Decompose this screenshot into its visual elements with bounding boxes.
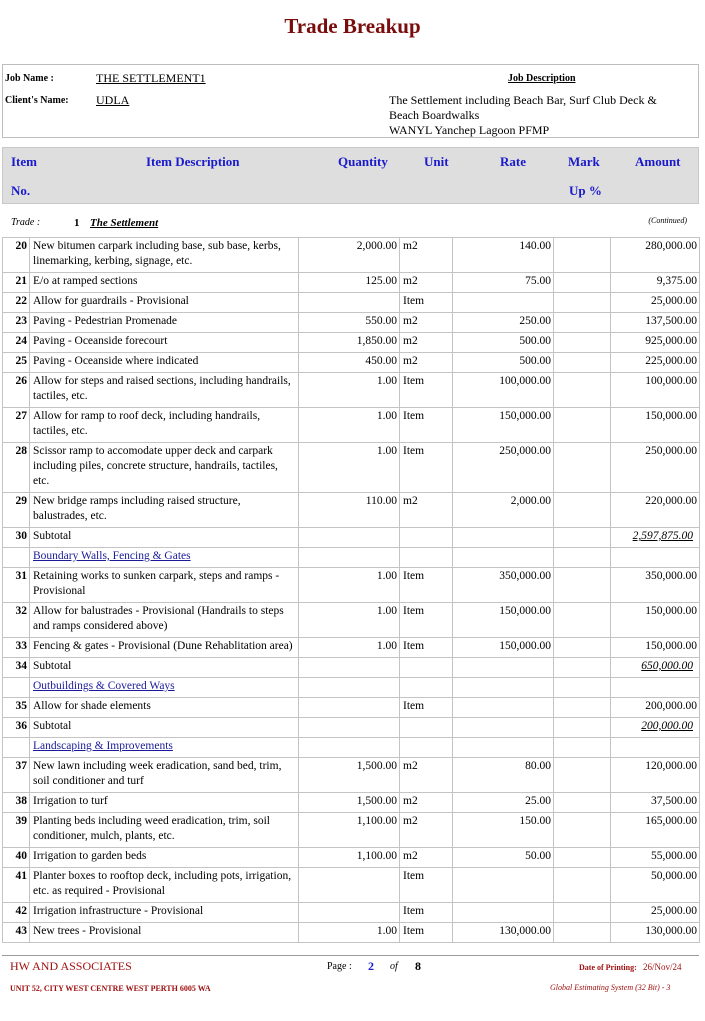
job-name-label: Job Name : — [5, 73, 54, 84]
item-rate: 500.00 — [453, 333, 554, 353]
item-amount: 220,000.00 — [611, 493, 700, 528]
item-amount: 150,000.00 — [611, 408, 700, 443]
item-quantity — [299, 658, 400, 678]
item-description: New trees - Provisional — [30, 923, 299, 943]
item-markup — [554, 813, 611, 848]
job-name-value: THE SETTLEMENT1 — [96, 71, 206, 85]
item-rate: 150,000.00 — [453, 603, 554, 638]
item-amount: 280,000.00 — [611, 238, 700, 273]
item-markup — [554, 678, 611, 698]
item-unit — [400, 528, 453, 548]
item-markup — [554, 493, 611, 528]
item-rate: 350,000.00 — [453, 568, 554, 603]
client-name-label: Client's Name: — [5, 95, 69, 106]
item-markup — [554, 313, 611, 333]
footer-page-number: 2 — [368, 959, 374, 973]
header-rate: Rate — [500, 154, 526, 169]
item-quantity: 125.00 — [299, 273, 400, 293]
header-quantity: Quantity — [338, 154, 388, 169]
table-row — [3, 603, 700, 638]
item-number: 28 — [3, 443, 30, 493]
page-title: Trade Breakup — [284, 14, 421, 38]
section-row — [3, 738, 700, 758]
item-amount: 150,000.00 — [611, 638, 700, 658]
item-quantity: 1.00 — [299, 568, 400, 603]
item-number: 41 — [3, 868, 30, 903]
item-markup — [554, 333, 611, 353]
header-up-percent: Up % — [569, 183, 602, 198]
item-unit: m2 — [400, 238, 453, 273]
item-amount: 25,000.00 — [611, 293, 700, 313]
item-unit: Item — [400, 408, 453, 443]
item-unit — [400, 548, 453, 568]
item-description: Paving - Pedestrian Promenade — [30, 313, 299, 333]
item-unit — [400, 678, 453, 698]
item-unit: m2 — [400, 758, 453, 793]
item-number: 43 — [3, 923, 30, 943]
item-amount: 350,000.00 — [611, 568, 700, 603]
item-rate — [453, 658, 554, 678]
trade-label: Trade : — [11, 217, 41, 228]
item-rate — [453, 528, 554, 548]
item-markup — [554, 443, 611, 493]
item-number: 34 — [3, 658, 30, 678]
item-number: 25 — [3, 353, 30, 373]
item-markup — [554, 273, 611, 293]
item-unit: m2 — [400, 493, 453, 528]
item-unit: Item — [400, 868, 453, 903]
item-rate: 250,000.00 — [453, 443, 554, 493]
item-number: 31 — [3, 568, 30, 603]
item-amount: 200,000.00 — [611, 718, 700, 738]
table-row — [3, 408, 700, 443]
item-quantity — [299, 903, 400, 923]
item-description: Boundary Walls, Fencing & Gates — [30, 548, 299, 568]
table-row — [3, 758, 700, 793]
item-amount — [611, 738, 700, 758]
item-description: Subtotal — [30, 658, 299, 678]
item-unit: Item — [400, 698, 453, 718]
item-quantity: 1.00 — [299, 603, 400, 638]
item-amount: 37,500.00 — [611, 793, 700, 813]
table-row — [3, 793, 700, 813]
subtotal-row — [3, 718, 700, 738]
item-rate: 130,000.00 — [453, 923, 554, 943]
item-rate: 2,000.00 — [453, 493, 554, 528]
item-number: 24 — [3, 333, 30, 353]
job-info-box — [2, 64, 699, 138]
item-markup — [554, 568, 611, 603]
footer-of: of — [390, 961, 398, 972]
table-row — [3, 868, 700, 903]
section-row — [3, 548, 700, 568]
item-description: Irrigation to turf — [30, 793, 299, 813]
item-markup — [554, 658, 611, 678]
footer-system: Global Estimating System (32 Bit) - 3 — [550, 983, 671, 992]
table-row — [3, 373, 700, 408]
item-quantity — [299, 678, 400, 698]
item-unit: Item — [400, 638, 453, 658]
item-markup — [554, 528, 611, 548]
item-quantity: 1,850.00 — [299, 333, 400, 353]
item-number: 26 — [3, 373, 30, 408]
item-quantity: 1.00 — [299, 443, 400, 493]
item-description: New bitumen carpark including base, sub base, kerbs, linemarking, kerbing, signage, etc. — [30, 238, 299, 273]
item-markup — [554, 408, 611, 443]
item-markup — [554, 238, 611, 273]
header-no: No. — [11, 183, 31, 198]
item-quantity: 550.00 — [299, 313, 400, 333]
subtotal-row — [3, 658, 700, 678]
section-row — [3, 678, 700, 698]
item-description: Planter boxes to rooftop deck, including pots, irrigation, etc. as required - Provisional — [30, 868, 299, 903]
item-quantity — [299, 548, 400, 568]
item-unit: m2 — [400, 793, 453, 813]
header-mark: Mark — [568, 154, 600, 169]
item-description: Landscaping & Improvements — [30, 738, 299, 758]
item-markup — [554, 903, 611, 923]
item-unit: Item — [400, 923, 453, 943]
item-description: Scissor ramp to accomodate upper deck and carpark including piles, concrete structure, handrails, tactiles, etc. — [30, 443, 299, 493]
item-rate — [453, 738, 554, 758]
item-number: 21 — [3, 273, 30, 293]
item-description: Fencing & gates - Provisional (Dune Rehablitation area) — [30, 638, 299, 658]
item-markup — [554, 848, 611, 868]
item-markup — [554, 923, 611, 943]
job-description-line-3: WANYL Yanchep Lagoon PFMP — [389, 123, 550, 137]
item-amount: 925,000.00 — [611, 333, 700, 353]
item-unit: Item — [400, 568, 453, 603]
item-quantity — [299, 718, 400, 738]
item-amount: 137,500.00 — [611, 313, 700, 333]
table-row — [3, 443, 700, 493]
item-unit: m2 — [400, 313, 453, 333]
item-markup — [554, 738, 611, 758]
table-row — [3, 638, 700, 658]
item-amount: 100,000.00 — [611, 373, 700, 408]
job-description-line-1: The Settlement including Beach Bar, Surf Club Deck & — [389, 93, 657, 107]
item-quantity — [299, 738, 400, 758]
item-unit: m2 — [400, 333, 453, 353]
item-description: Allow for ramp to roof deck, including handrails, tactiles, etc. — [30, 408, 299, 443]
table-row — [3, 848, 700, 868]
table-row — [3, 923, 700, 943]
table-row — [3, 313, 700, 333]
item-description: Irrigation to garden beds — [30, 848, 299, 868]
footer-divider — [2, 955, 699, 956]
item-quantity: 450.00 — [299, 353, 400, 373]
item-amount — [611, 678, 700, 698]
table-row — [3, 333, 700, 353]
trade-number: 1 — [74, 217, 80, 229]
item-quantity: 1.00 — [299, 638, 400, 658]
item-rate — [453, 903, 554, 923]
item-unit — [400, 658, 453, 678]
item-description: E/o at ramped sections — [30, 273, 299, 293]
item-number: 37 — [3, 758, 30, 793]
item-number: 35 — [3, 698, 30, 718]
header-item: Item — [11, 154, 37, 169]
item-number: 29 — [3, 493, 30, 528]
item-amount: 55,000.00 — [611, 848, 700, 868]
table-row — [3, 293, 700, 313]
table-row — [3, 273, 700, 293]
item-markup — [554, 868, 611, 903]
item-rate: 140.00 — [453, 238, 554, 273]
table-row — [3, 903, 700, 923]
item-rate: 50.00 — [453, 848, 554, 868]
item-amount: 165,000.00 — [611, 813, 700, 848]
item-markup — [554, 793, 611, 813]
item-unit: m2 — [400, 813, 453, 848]
item-unit: Item — [400, 603, 453, 638]
item-description: Subtotal — [30, 718, 299, 738]
item-quantity: 110.00 — [299, 493, 400, 528]
item-rate — [453, 698, 554, 718]
item-description: Planting beds including weed eradication, trim, soil conditioner, mulch, plants, etc. — [30, 813, 299, 848]
item-amount: 2,597,875.00 — [611, 528, 700, 548]
item-quantity: 1.00 — [299, 408, 400, 443]
item-rate: 100,000.00 — [453, 373, 554, 408]
item-description: Outbuildings & Covered Ways — [30, 678, 299, 698]
item-unit: m2 — [400, 273, 453, 293]
item-quantity — [299, 698, 400, 718]
header-unit: Unit — [424, 154, 449, 169]
item-quantity: 1,500.00 — [299, 758, 400, 793]
trade-continued: (Continued) — [648, 216, 687, 225]
item-number: 32 — [3, 603, 30, 638]
item-quantity: 1,500.00 — [299, 793, 400, 813]
footer-total-pages: 8 — [415, 959, 421, 973]
item-unit: m2 — [400, 353, 453, 373]
item-unit — [400, 738, 453, 758]
item-markup — [554, 548, 611, 568]
item-rate — [453, 678, 554, 698]
item-number: 33 — [3, 638, 30, 658]
table-row — [3, 698, 700, 718]
item-description: Allow for balustrades - Provisional (Handrails to steps and ramps considered above) — [30, 603, 299, 638]
item-rate: 75.00 — [453, 273, 554, 293]
table-row — [3, 568, 700, 603]
item-number — [3, 678, 30, 698]
header-item-description: Item Description — [146, 154, 240, 169]
table-row — [3, 238, 700, 273]
item-unit: Item — [400, 443, 453, 493]
item-unit: Item — [400, 903, 453, 923]
item-amount: 130,000.00 — [611, 923, 700, 943]
item-description: Retaining works to sunken carpark, steps and ramps - Provisional — [30, 568, 299, 603]
item-description: Paving - Oceanside where indicated — [30, 353, 299, 373]
item-amount — [611, 548, 700, 568]
item-number: 39 — [3, 813, 30, 848]
item-quantity: 1.00 — [299, 373, 400, 408]
footer-date: 26/Nov/24 — [643, 962, 682, 972]
item-quantity: 1,100.00 — [299, 813, 400, 848]
item-rate: 25.00 — [453, 793, 554, 813]
footer-page-label: Page : — [327, 961, 352, 972]
item-rate: 500.00 — [453, 353, 554, 373]
item-unit: m2 — [400, 848, 453, 868]
item-amount: 150,000.00 — [611, 603, 700, 638]
table-row — [3, 813, 700, 848]
header-amount: Amount — [635, 154, 681, 169]
item-unit: Item — [400, 373, 453, 408]
item-rate — [453, 548, 554, 568]
trade-heading — [2, 215, 699, 237]
item-rate: 150.00 — [453, 813, 554, 848]
item-unit — [400, 718, 453, 738]
item-amount: 50,000.00 — [611, 868, 700, 903]
trade-name: The Settlement — [90, 217, 159, 229]
item-number — [3, 548, 30, 568]
table-header — [2, 147, 699, 204]
item-rate: 250.00 — [453, 313, 554, 333]
item-description: New bridge ramps including raised structure, balustrades, etc. — [30, 493, 299, 528]
footer-date-label: Date of Printing: — [579, 963, 637, 972]
item-markup — [554, 373, 611, 408]
item-quantity: 1.00 — [299, 923, 400, 943]
item-number: 38 — [3, 793, 30, 813]
footer-company: HW AND ASSOCIATES — [10, 959, 132, 973]
item-markup — [554, 353, 611, 373]
subtotal-row — [3, 528, 700, 548]
job-description-line-2: Beach Boardwalks — [389, 108, 480, 122]
item-description: Subtotal — [30, 528, 299, 548]
item-markup — [554, 638, 611, 658]
item-amount: 650,000.00 — [611, 658, 700, 678]
item-markup — [554, 718, 611, 738]
item-number: 22 — [3, 293, 30, 313]
item-rate — [453, 718, 554, 738]
item-quantity: 1,100.00 — [299, 848, 400, 868]
item-description: Allow for steps and raised sections, including handrails, tactiles, etc. — [30, 373, 299, 408]
item-description: New lawn including week eradication, sand bed, trim, soil conditioner and turf — [30, 758, 299, 793]
footer-address: UNIT 52, CITY WEST CENTRE WEST PERTH 6005 WA — [10, 984, 211, 993]
item-number: 36 — [3, 718, 30, 738]
item-description: Allow for guardrails - Provisional — [30, 293, 299, 313]
item-number: 40 — [3, 848, 30, 868]
item-number: 23 — [3, 313, 30, 333]
table-row — [3, 353, 700, 373]
table-row — [3, 493, 700, 528]
item-amount: 200,000.00 — [611, 698, 700, 718]
items-table — [2, 237, 700, 943]
item-number: 20 — [3, 238, 30, 273]
item-markup — [554, 698, 611, 718]
item-rate: 150,000.00 — [453, 638, 554, 658]
item-markup — [554, 603, 611, 638]
item-rate: 80.00 — [453, 758, 554, 793]
item-description: Allow for shade elements — [30, 698, 299, 718]
item-number: 30 — [3, 528, 30, 548]
item-rate — [453, 868, 554, 903]
item-amount: 25,000.00 — [611, 903, 700, 923]
item-markup — [554, 758, 611, 793]
item-number: 27 — [3, 408, 30, 443]
client-name-value: UDLA — [96, 93, 130, 107]
item-number: 42 — [3, 903, 30, 923]
item-amount: 250,000.00 — [611, 443, 700, 493]
job-description-label: Job Description — [508, 73, 576, 84]
item-rate — [453, 293, 554, 313]
item-description: Paving - Oceanside forecourt — [30, 333, 299, 353]
item-description: Irrigation infrastructure - Provisional — [30, 903, 299, 923]
item-amount: 120,000.00 — [611, 758, 700, 793]
item-quantity — [299, 293, 400, 313]
item-quantity — [299, 528, 400, 548]
item-rate: 150,000.00 — [453, 408, 554, 443]
item-number — [3, 738, 30, 758]
item-unit: Item — [400, 293, 453, 313]
item-quantity — [299, 868, 400, 903]
item-amount: 225,000.00 — [611, 353, 700, 373]
item-quantity: 2,000.00 — [299, 238, 400, 273]
item-markup — [554, 293, 611, 313]
item-amount: 9,375.00 — [611, 273, 700, 293]
